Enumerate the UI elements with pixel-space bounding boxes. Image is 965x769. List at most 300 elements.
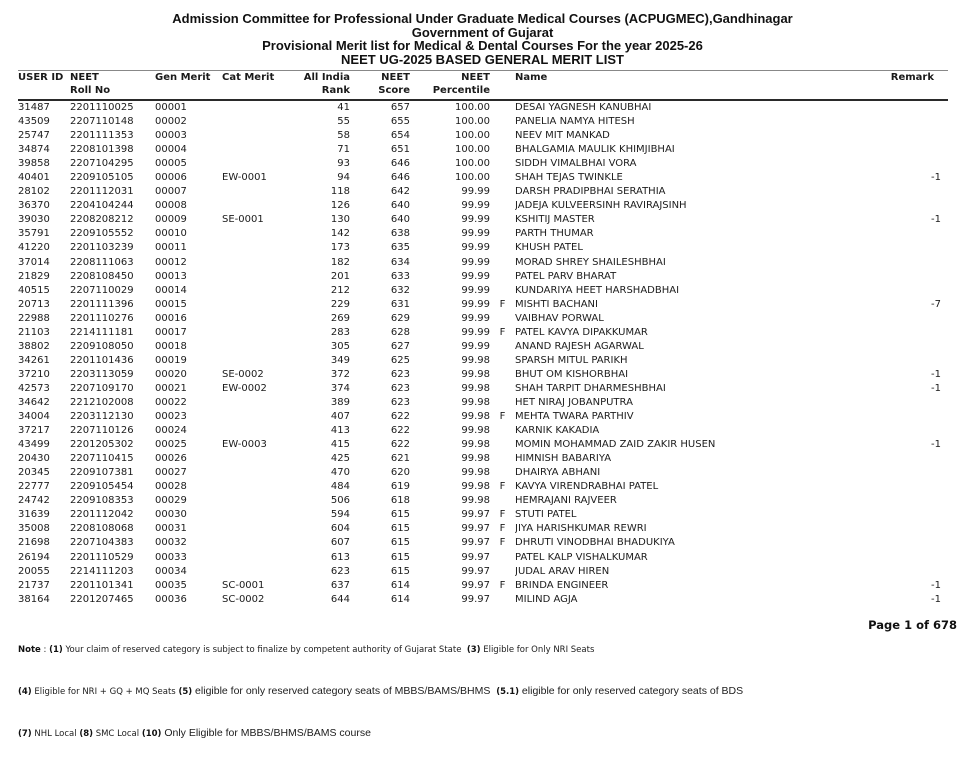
cell-percentile: 99.97 — [461, 523, 490, 535]
cell-score: 628 — [390, 326, 410, 338]
cell-percentile: 99.98 — [461, 453, 490, 465]
cell-user_id: 41220 — [18, 242, 50, 254]
cell-percentile: 99.98 — [461, 396, 490, 408]
header-row — [18, 71, 948, 101]
cell-user_id: 21103 — [18, 326, 50, 338]
cell-rank: 305 — [330, 340, 350, 352]
cell-score: 640 — [390, 214, 410, 226]
cell-remark — [870, 284, 948, 298]
table-row — [18, 565, 948, 579]
table-row — [18, 157, 948, 171]
cell-roll_no: 2207104383 — [70, 537, 134, 549]
cell-roll_no: 2209105552 — [70, 228, 134, 240]
cell-user_id: 39030 — [18, 214, 50, 226]
cell-score: 623 — [390, 368, 410, 380]
cell-rank: 623 — [330, 565, 350, 577]
cell-name: DARSH PRADIPBHAI SERATHIA — [515, 186, 666, 198]
cell-user_id: 31639 — [18, 509, 50, 521]
cell-roll_no: 2209105105 — [70, 172, 134, 184]
cell-percentile: 99.99 — [461, 284, 490, 296]
cell-gender — [490, 396, 515, 410]
cell-gen_merit: 00002 — [155, 116, 187, 128]
cell-cat_merit: SC-0001 — [222, 579, 265, 591]
cell-rank: 212 — [330, 284, 350, 296]
cell-user_id: 21698 — [18, 537, 50, 549]
cell-gender — [490, 185, 515, 199]
cell-rank: 41 — [337, 102, 350, 113]
cell-remark — [870, 100, 948, 115]
cell-remark — [870, 508, 948, 522]
cell-percentile: 99.99 — [461, 340, 490, 352]
cell-gender — [490, 171, 515, 185]
cell-gen_merit: 00026 — [155, 453, 187, 465]
cell-user_id: 40401 — [18, 172, 50, 184]
cell-gender — [490, 129, 515, 143]
cell-remark — [870, 326, 948, 340]
column-header-roll_no: NEET Roll No — [70, 72, 111, 96]
cell-gen_merit: 00014 — [155, 284, 187, 296]
cell-remark — [870, 522, 948, 536]
cell-cat_merit — [222, 157, 282, 171]
cell-roll_no: 2209105454 — [70, 481, 134, 493]
cell-gen_merit: 00032 — [155, 537, 187, 549]
cell-roll_no: 2208108450 — [70, 270, 134, 282]
cell-user_id: 34004 — [18, 411, 50, 423]
cell-percentile: 99.98 — [461, 411, 490, 423]
cell-user_id: 39858 — [18, 158, 50, 170]
cell-roll_no: 2209107381 — [70, 467, 134, 479]
cell-rank: 415 — [330, 439, 350, 451]
cell-percentile: 99.99 — [461, 228, 490, 240]
cell-gen_merit: 00016 — [155, 312, 187, 324]
cell-score: 622 — [390, 425, 410, 437]
cell-name: HET NIRAJ JOBANPUTRA — [515, 396, 633, 408]
cell-user_id: 22988 — [18, 312, 50, 324]
cell-percentile: 99.98 — [461, 481, 490, 493]
cell-score: 631 — [390, 298, 410, 310]
cell-roll_no: 2207110148 — [70, 116, 134, 128]
cell-rank: 229 — [330, 298, 350, 310]
cell-cat_merit — [222, 565, 282, 579]
note-line-1: Note : (1) Your claim of reserved category is subject to finalize by competent authority of Gujarat State (3) Eligible for Only NRI Seats — [18, 645, 595, 656]
cell-gen_merit: 00003 — [155, 130, 187, 142]
table-row — [18, 396, 948, 410]
cell-remark — [870, 312, 948, 326]
cell-remark — [870, 143, 948, 157]
table-row — [18, 100, 948, 115]
cell-cat_merit — [222, 551, 282, 565]
cell-rank: 71 — [337, 144, 350, 156]
committee-title: Admission Committee for Professional Under Graduate Medical Courses (ACPUGMEC),Gandhinagar — [172, 11, 793, 26]
cell-percentile: 99.98 — [461, 467, 490, 479]
cell-percentile: 99.98 — [461, 368, 490, 380]
cell-name: SHAH TEJAS TWINKLE — [515, 172, 623, 184]
cell-remark — [870, 199, 948, 213]
table-row — [18, 185, 948, 199]
cell-gender: F — [499, 523, 506, 535]
cell-remark — [870, 256, 948, 270]
cell-gender — [490, 157, 515, 171]
cell-remark — [870, 354, 948, 368]
cell-cat_merit — [222, 354, 282, 368]
cell-name: MOMIN MOHAMMAD ZAID ZAKIR HUSEN — [515, 439, 716, 451]
cell-gen_merit: 00021 — [155, 382, 187, 394]
cell-gender — [490, 551, 515, 565]
cell-cat_merit: EW-0001 — [222, 172, 267, 184]
cell-score: 623 — [390, 396, 410, 408]
government-title: Government of Gujarat — [411, 24, 554, 40]
cell-score: 615 — [390, 537, 410, 549]
cell-remark: -7 — [931, 298, 941, 310]
table-row — [18, 129, 948, 143]
cell-user_id: 20713 — [18, 298, 50, 310]
table-row — [18, 284, 948, 298]
notes-block — [18, 617, 863, 769]
cell-gen_merit: 00007 — [155, 186, 187, 198]
cell-name: KAVYA VIRENDRABHAI PATEL — [515, 481, 659, 493]
cell-name: PATEL KALP VISHALKUMAR — [515, 551, 648, 563]
cell-gen_merit: 00010 — [155, 228, 187, 240]
cell-remark — [870, 536, 948, 550]
cell-gender — [490, 354, 515, 368]
note-label: Note — [18, 645, 41, 656]
cell-name: KUNDARIYA HEET HARSHADBHAI — [515, 284, 680, 296]
cell-name: MILIND AGJA — [515, 593, 578, 605]
cell-percentile: 99.97 — [461, 551, 490, 563]
table-row — [18, 312, 948, 326]
cell-rank: 594 — [330, 509, 350, 521]
cell-gen_merit: 00005 — [155, 158, 187, 170]
cell-roll_no: 2208208212 — [70, 214, 134, 226]
cell-percentile: 99.99 — [461, 186, 490, 198]
cell-rank: 484 — [330, 481, 350, 493]
cell-cat_merit: SE-0001 — [222, 214, 264, 226]
cell-score: 640 — [390, 200, 410, 212]
cell-gen_merit: 00031 — [155, 523, 187, 535]
cell-percentile: 99.99 — [461, 326, 490, 338]
cell-rank: 182 — [330, 256, 350, 268]
cell-user_id: 22777 — [18, 481, 50, 493]
cell-user_id: 43499 — [18, 439, 50, 451]
cell-name: DHRUTI VINODBHAI BHADUKIYA — [515, 537, 675, 549]
cell-gender: F — [499, 326, 506, 338]
cell-score: 633 — [390, 270, 410, 282]
cell-gen_merit: 00015 — [155, 298, 187, 310]
column-header-remark: Remark — [890, 72, 934, 83]
cell-rank: 201 — [330, 270, 350, 282]
cell-gen_merit: 00027 — [155, 467, 187, 479]
cell-score: 615 — [390, 509, 410, 521]
table-row — [18, 410, 948, 424]
cell-score: 615 — [390, 565, 410, 577]
table-row — [18, 171, 948, 185]
cell-remark — [870, 157, 948, 171]
cell-roll_no: 2212102008 — [70, 396, 134, 408]
cell-user_id: 34261 — [18, 354, 50, 366]
cell-gen_merit: 00024 — [155, 425, 187, 437]
cell-score: 622 — [390, 411, 410, 423]
cell-remark — [870, 494, 948, 508]
cell-remark — [870, 241, 948, 255]
cell-name: SIDDH VIMALBHAI VORA — [515, 158, 637, 170]
cell-roll_no: 2201110025 — [70, 102, 134, 113]
cell-gen_merit: 00004 — [155, 144, 187, 156]
cell-roll_no: 2207110126 — [70, 425, 134, 437]
cell-name: HEMRAJANI RAJVEER — [515, 495, 617, 507]
cell-remark: -1 — [931, 439, 941, 451]
table-row — [18, 452, 948, 466]
cell-user_id: 36370 — [18, 200, 50, 212]
cell-cat_merit: SC-0002 — [222, 593, 265, 605]
cell-gender — [490, 256, 515, 270]
cell-user_id: 21829 — [18, 270, 50, 282]
table-row — [18, 480, 948, 494]
cell-cat_merit — [222, 298, 282, 312]
cell-roll_no: 2201112042 — [70, 509, 134, 521]
cell-percentile: 100.00 — [455, 144, 490, 156]
cell-score: 623 — [390, 382, 410, 394]
cell-score: 622 — [390, 439, 410, 451]
cell-name: SHAH TARPIT DHARMESHBHAI — [515, 382, 666, 394]
cell-gender: F — [499, 537, 506, 549]
cell-roll_no: 2201110276 — [70, 312, 134, 324]
cell-remark — [870, 396, 948, 410]
table-row — [18, 354, 948, 368]
cell-name: KHUSH PATEL — [515, 242, 583, 254]
cell-gender — [490, 466, 515, 480]
cell-user_id: 37014 — [18, 256, 50, 268]
cell-gen_merit: 00022 — [155, 396, 187, 408]
cell-gender — [490, 565, 515, 579]
table-row — [18, 115, 948, 129]
cell-rank: 55 — [337, 116, 350, 128]
cell-rank: 389 — [330, 396, 350, 408]
cell-percentile: 100.00 — [455, 158, 490, 170]
cell-gen_merit: 00033 — [155, 551, 187, 563]
cell-cat_merit — [222, 284, 282, 298]
cell-user_id: 35008 — [18, 523, 50, 535]
cell-rank: 142 — [330, 228, 350, 240]
cell-score: 651 — [390, 144, 410, 156]
cell-user_id: 20055 — [18, 565, 50, 577]
table-row — [18, 143, 948, 157]
cell-score: 625 — [390, 354, 410, 366]
table-row — [18, 536, 948, 550]
cell-name: DESAI YAGNESH KANUBHAI — [515, 102, 652, 113]
cell-roll_no: 2201101436 — [70, 354, 134, 366]
table-row — [18, 382, 948, 396]
cell-remark — [870, 129, 948, 143]
cell-gender — [490, 115, 515, 129]
cell-rank: 604 — [330, 523, 350, 535]
cell-remark — [870, 340, 948, 354]
cell-user_id: 24742 — [18, 495, 50, 507]
cell-user_id: 35791 — [18, 228, 50, 240]
cell-percentile: 99.99 — [461, 298, 490, 310]
table-row — [18, 424, 948, 438]
cell-score: 615 — [390, 551, 410, 563]
cell-remark — [870, 227, 948, 241]
cell-cat_merit — [222, 480, 282, 494]
cell-roll_no: 2208108068 — [70, 523, 134, 535]
cell-roll_no: 2201111353 — [70, 130, 134, 142]
cell-roll_no: 2207110029 — [70, 284, 134, 296]
cell-score: 646 — [390, 172, 410, 184]
cell-roll_no: 2214111181 — [70, 326, 134, 338]
cell-score: 654 — [390, 130, 410, 142]
cell-gen_merit: 00012 — [155, 256, 187, 268]
cell-percentile: 100.00 — [455, 102, 490, 113]
cell-gen_merit: 00001 — [155, 102, 187, 113]
cell-gen_merit: 00017 — [155, 326, 187, 338]
cell-gender — [490, 227, 515, 241]
table-row — [18, 368, 948, 382]
cell-name: HIMNISH BABARIYA — [515, 453, 612, 465]
cell-name: VAIBHAV PORWAL — [515, 312, 604, 324]
cell-score: 638 — [390, 228, 410, 240]
cell-gen_merit: 00013 — [155, 270, 187, 282]
cell-cat_merit — [222, 129, 282, 143]
cell-name: MORAD SHREY SHAILESHBHAI — [515, 256, 666, 268]
cell-gender — [490, 241, 515, 255]
merit-table-body — [18, 100, 948, 607]
cell-score: 619 — [390, 481, 410, 493]
cell-gender: F — [499, 298, 506, 310]
cell-rank: 372 — [330, 368, 350, 380]
cell-gender — [490, 100, 515, 115]
cell-cat_merit — [222, 241, 282, 255]
cell-score: 655 — [390, 116, 410, 128]
cell-user_id: 21737 — [18, 579, 50, 591]
cell-score: 614 — [390, 579, 410, 591]
cell-roll_no: 2204104244 — [70, 200, 134, 212]
cell-gender — [490, 424, 515, 438]
cell-percentile: 99.98 — [461, 425, 490, 437]
cell-remark — [870, 270, 948, 284]
cell-name: PATEL KAVYA DIPAKKUMAR — [515, 326, 648, 338]
cell-gender — [490, 284, 515, 298]
cell-remark — [870, 185, 948, 199]
cell-cat_merit — [222, 115, 282, 129]
cell-remark — [870, 410, 948, 424]
cell-gender — [490, 438, 515, 452]
cell-gender — [490, 593, 515, 607]
cell-cat_merit — [222, 466, 282, 480]
cell-rank: 349 — [330, 354, 350, 366]
cell-score: 642 — [390, 186, 410, 198]
cell-name: DHAIRYA ABHANI — [515, 467, 601, 479]
cell-cat_merit — [222, 494, 282, 508]
cell-rank: 118 — [330, 186, 350, 198]
cell-roll_no: 2201112031 — [70, 186, 134, 198]
cell-gender — [490, 340, 515, 354]
merit-table — [18, 70, 948, 607]
cell-user_id: 28102 — [18, 186, 50, 198]
cell-rank: 94 — [337, 172, 350, 184]
column-header-score: NEET Score — [378, 72, 410, 96]
cell-roll_no: 2214111203 — [70, 565, 134, 577]
cell-gen_merit: 00011 — [155, 242, 187, 254]
cell-gen_merit: 00008 — [155, 200, 187, 212]
cell-rank: 425 — [330, 453, 350, 465]
cell-name: PANELIA NAMYA HITESH — [515, 116, 635, 128]
cell-roll_no: 2201103239 — [70, 242, 134, 254]
cell-cat_merit — [222, 100, 282, 115]
column-header-name: Name — [515, 72, 548, 83]
cell-gen_merit: 00028 — [155, 481, 187, 493]
cell-score: 621 — [390, 453, 410, 465]
cell-name: PARTH THUMAR — [515, 228, 594, 240]
cell-gender — [490, 368, 515, 382]
cell-name: ANAND RAJESH AGARWAL — [515, 340, 644, 352]
cell-roll_no: 2201101341 — [70, 579, 134, 591]
cell-score: 614 — [390, 593, 410, 605]
cell-cat_merit — [222, 227, 282, 241]
cell-roll_no: 2208101398 — [70, 144, 134, 156]
cell-percentile: 99.99 — [461, 256, 490, 268]
cell-gender: F — [499, 481, 506, 493]
cell-name: PATEL PARV BHARAT — [515, 270, 617, 282]
column-header-gen_merit: Gen Merit — [155, 72, 211, 83]
cell-percentile: 99.97 — [461, 509, 490, 521]
cell-name: JIYA HARISHKUMAR REWRI — [515, 523, 647, 535]
cell-name: STUTI PATEL — [515, 509, 577, 521]
cell-percentile: 99.99 — [461, 312, 490, 324]
cell-score: 635 — [390, 242, 410, 254]
table-row — [18, 241, 948, 255]
cell-roll_no: 2203112130 — [70, 411, 134, 423]
column-header-user_id: USER ID — [18, 72, 64, 83]
cell-gender — [490, 382, 515, 396]
cell-user_id: 38802 — [18, 340, 50, 352]
column-header-gender — [490, 71, 515, 101]
cell-roll_no: 2207104295 — [70, 158, 134, 170]
cell-remark: -1 — [931, 368, 941, 380]
cell-roll_no: 2203113059 — [70, 368, 134, 380]
cell-rank: 58 — [337, 130, 350, 142]
cell-cat_merit — [222, 270, 282, 284]
cell-user_id: 43509 — [18, 116, 50, 128]
cell-score: 657 — [390, 102, 410, 113]
cell-gen_merit: 00009 — [155, 214, 187, 226]
cell-user_id: 37210 — [18, 368, 50, 380]
cell-gender — [490, 270, 515, 284]
document-header — [0, 0, 965, 66]
cell-remark — [870, 115, 948, 129]
cell-cat_merit — [222, 522, 282, 536]
cell-name: BHALGAMIA MAULIK KHIMJIBHAI — [515, 144, 675, 156]
cell-user_id: 40515 — [18, 284, 50, 296]
cell-percentile: 99.97 — [461, 565, 490, 577]
cell-cat_merit — [222, 410, 282, 424]
cell-cat_merit — [222, 508, 282, 522]
cell-gender: F — [499, 411, 506, 423]
cell-roll_no: 2201110529 — [70, 551, 134, 563]
table-row — [18, 438, 948, 452]
table-row — [18, 466, 948, 480]
cell-user_id: 34874 — [18, 144, 50, 156]
merit-list-subtitle: NEET UG-2025 BASED GENERAL MERIT LIST — [341, 51, 624, 67]
cell-roll_no: 2209108353 — [70, 495, 134, 507]
table-row — [18, 579, 948, 593]
cell-percentile: 99.98 — [461, 382, 490, 394]
cell-gender — [490, 312, 515, 326]
cell-remark — [870, 466, 948, 480]
cell-gender — [490, 213, 515, 227]
cell-percentile: 100.00 — [455, 130, 490, 142]
cell-percentile: 99.98 — [461, 495, 490, 507]
cell-cat_merit — [222, 312, 282, 326]
